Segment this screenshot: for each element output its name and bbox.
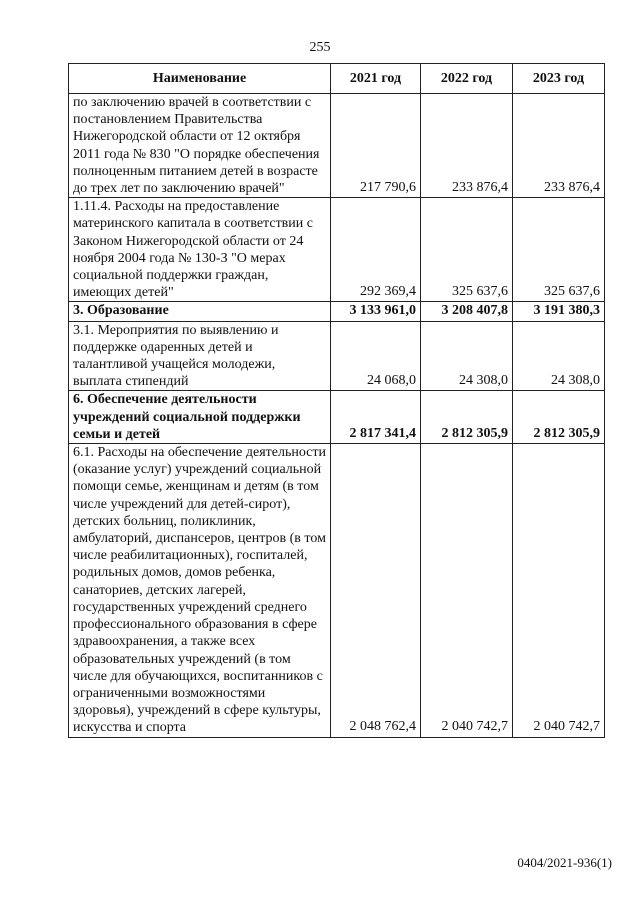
- row-value-2022: 3 208 407,8: [421, 302, 513, 321]
- row-value-2022: 24 308,0: [421, 321, 513, 391]
- row-name: по заключению врачей в соответствии с постановлением Правительства Нижегородской области от 12 октября 2011 года № 830 "О порядке обеспечения полноценным питанием детей в возрасте до трех лет по заключению врачей": [69, 94, 331, 198]
- row-value-2023: 24 308,0: [513, 321, 605, 391]
- table-row-section: [69, 391, 605, 444]
- row-value-2023: 3 191 380,3: [513, 302, 605, 321]
- row-value-2021: 217 790,6: [331, 94, 421, 198]
- row-value-2023: 2 812 305,9: [513, 391, 605, 444]
- row-name: 6. Обеспечение деятельности учреждений социальной поддержки семьи и детей: [69, 391, 331, 444]
- row-value-2022: 2 040 742,7: [421, 444, 513, 737]
- table-row-section: [69, 302, 605, 321]
- table-row: [69, 94, 605, 198]
- row-value-2023: 233 876,4: [513, 94, 605, 198]
- header-name: Наименование: [69, 64, 331, 94]
- page-number: 255: [309, 40, 331, 55]
- row-name: 1.11.4. Расходы на предоставление материнского капитала в соответствии с Законом Нижегородской области от 24 ноября 2004 года № 130-З "О мерах социальной поддержки граждан, имеющих детей": [69, 198, 331, 302]
- row-value-2021: 24 068,0: [331, 321, 421, 391]
- row-value-2022: 325 637,6: [421, 198, 513, 302]
- row-value-2021: 3 133 961,0: [331, 302, 421, 321]
- row-name: 6.1. Расходы на обеспечение деятельности (оказание услуг) учреждений социальной помощи семье, женщинам и детям (в том числе учреждений для детей-сирот), детских больниц, поликлиник, амбулаторий, диспансеров, центров (в том числе реабилитационных), госпиталей, родильных домов, домов ребенка, санаториев, детских лагерей, государственных учреждений среднего профессионального образования в сфере здравоохранения, а также всех образовательных учреждений (в том числе для обучающихся, воспитанников с ограниченными возможностями здоровья), учреждений в сфере культуры, искусства и спорта: [69, 444, 331, 737]
- row-value-2022: 2 812 305,9: [421, 391, 513, 444]
- row-value-2023: 325 637,6: [513, 198, 605, 302]
- row-value-2021: 2 817 341,4: [331, 391, 421, 444]
- row-value-2022: 233 876,4: [421, 94, 513, 198]
- document-code: 0404/2021-936(1): [517, 855, 612, 870]
- row-value-2021: 292 369,4: [331, 198, 421, 302]
- row-value-2021: 2 048 762,4: [331, 444, 421, 737]
- budget-table: [68, 63, 605, 738]
- header-2022: 2022 год: [421, 64, 513, 94]
- header-2023: 2023 год: [513, 64, 605, 94]
- row-name: 3. Образование: [69, 302, 331, 321]
- row-name: 3.1. Мероприятия по выявлению и поддержке одаренных детей и талантливой учащейся молодежи, выплата стипендий: [69, 321, 331, 391]
- table-row: [69, 444, 605, 737]
- row-value-2023: 2 040 742,7: [513, 444, 605, 737]
- header-2021: 2021 год: [331, 64, 421, 94]
- table-row: [69, 321, 605, 391]
- table-header-row: [69, 64, 605, 94]
- table-row: [69, 198, 605, 302]
